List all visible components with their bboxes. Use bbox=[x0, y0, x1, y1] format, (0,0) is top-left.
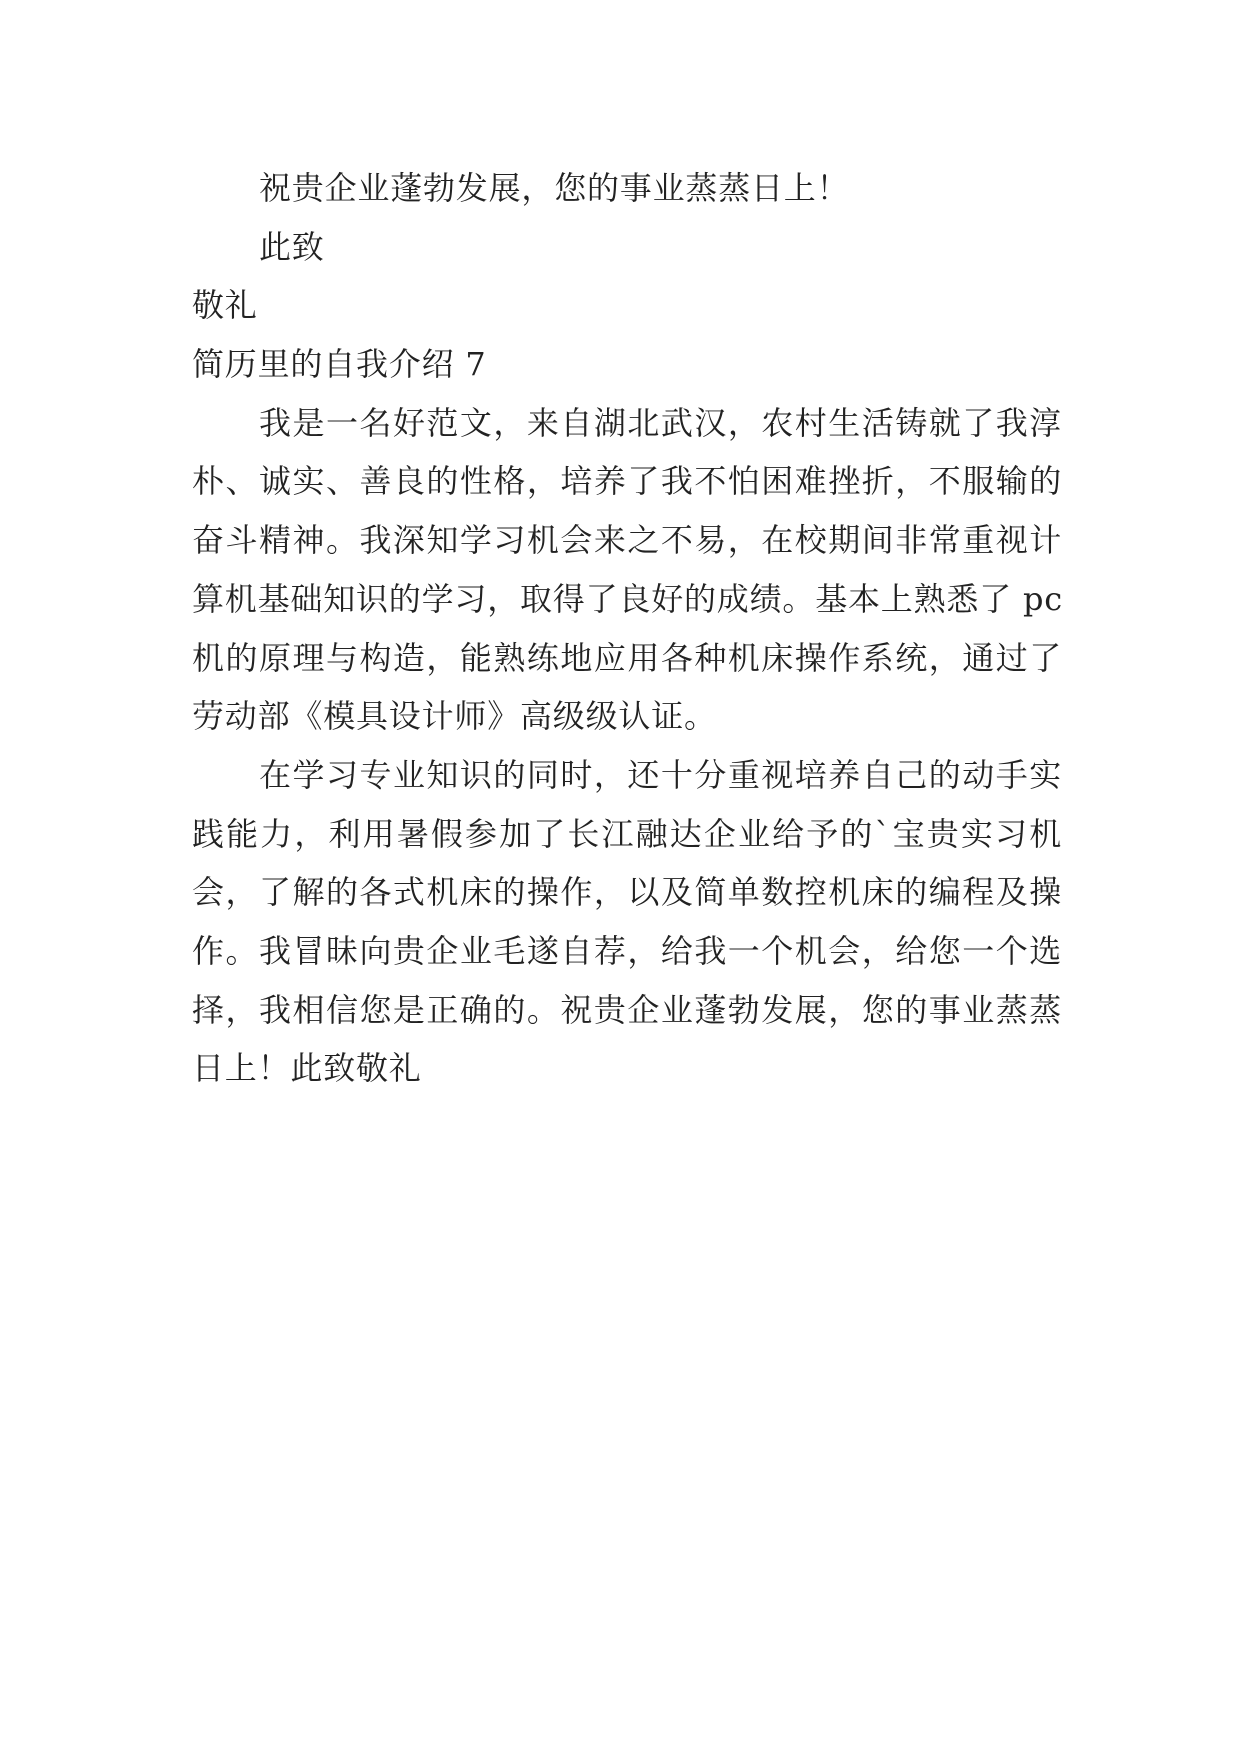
paragraph-line: 日上！此致敬礼 bbox=[192, 1049, 422, 1088]
paragraph bbox=[192, 746, 1062, 1098]
closing-wish: 祝贵企业蓬勃发展，您的事业蒸蒸日上！ bbox=[259, 169, 850, 207]
paragraph-line: 奋斗精神。我深知学习机会来之不易，在校期间非常重视计 bbox=[192, 521, 1062, 560]
document-body bbox=[192, 159, 1062, 1098]
paragraph-line: 算机基础知识的学习，取得了良好的成绩。基本上熟悉了 pc bbox=[192, 579, 1063, 618]
paragraph-line: 我是一名好范文，来自湖北武汉，农村生活铸就了我淳 bbox=[259, 403, 1062, 442]
paragraph-line: 择，我相信您是正确的。祝贵企业蓬勃发展，您的事业蒸蒸 bbox=[192, 990, 1062, 1029]
closing-regards: 敬礼 bbox=[192, 286, 258, 325]
paragraph bbox=[192, 394, 1062, 746]
closing-salutation: 此致 bbox=[259, 227, 325, 266]
paragraph-line: 会，了解的各式机床的操作，以及简单数控机床的编程及操 bbox=[192, 873, 1062, 912]
section-title: 简历里的自我介绍 7 bbox=[192, 345, 487, 384]
paragraph-line: 践能力，利用暑假参加了长江融达企业给予的`宝贵实习机 bbox=[192, 814, 1062, 853]
paragraph-line: 劳动部《模具设计师》高级级认证。 bbox=[192, 697, 717, 736]
paragraph-line: 在学习专业知识的同时，还十分重视培养自己的动手实 bbox=[259, 755, 1062, 794]
paragraph-line: 朴、诚实、善良的性格，培养了我不怕困难挫折，不服输的 bbox=[192, 462, 1062, 501]
paragraph-line: 作。我冒昧向贵企业毛遂自荐，给我一个机会，给您一个选 bbox=[192, 931, 1062, 970]
paragraph-line: 机的原理与构造，能熟练地应用各种机床操作系统，通过了 bbox=[192, 638, 1062, 677]
